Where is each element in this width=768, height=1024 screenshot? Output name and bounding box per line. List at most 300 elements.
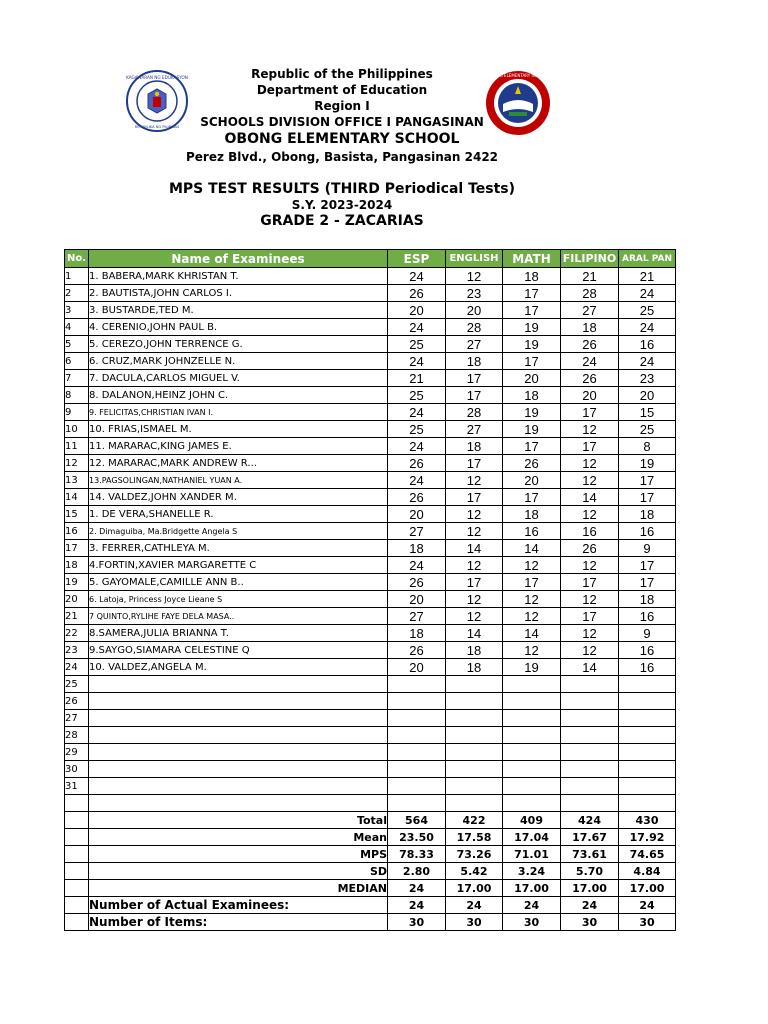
empty-cell bbox=[65, 812, 89, 829]
score-filipino: 12 bbox=[561, 625, 619, 642]
score-aral-pan: 25 bbox=[619, 421, 676, 438]
footer-value-english: 30 bbox=[446, 914, 503, 931]
score-aral-pan: 18 bbox=[619, 506, 676, 523]
score-math: 14 bbox=[503, 540, 561, 557]
examinee-name bbox=[89, 727, 388, 744]
row-number: 26 bbox=[65, 693, 89, 710]
score-english: 20 bbox=[446, 302, 503, 319]
examinee-name: 5. GAYOMALE,CAMILLE ANN B.. bbox=[89, 574, 388, 591]
score-filipino bbox=[561, 710, 619, 727]
score-aral-pan bbox=[619, 693, 676, 710]
report-title: MPS TEST RESULTS (THIRD Periodical Tests) bbox=[168, 181, 516, 197]
score-esp: 24 bbox=[388, 353, 446, 370]
score-esp bbox=[388, 761, 446, 778]
footer-value-esp: 30 bbox=[388, 914, 446, 931]
score-esp: 24 bbox=[388, 404, 446, 421]
row-number: 13 bbox=[65, 472, 89, 489]
table-row bbox=[65, 625, 676, 642]
score-filipino bbox=[561, 676, 619, 693]
score-math bbox=[503, 744, 561, 761]
score-filipino: 28 bbox=[561, 285, 619, 302]
row-number: 28 bbox=[65, 727, 89, 744]
table-header-row bbox=[65, 250, 676, 268]
score-english: 17 bbox=[446, 370, 503, 387]
score-english: 18 bbox=[446, 438, 503, 455]
examinee-name: 6. CRUZ,MARK JOHNZELLE N. bbox=[89, 353, 388, 370]
summary-value-english: 422 bbox=[446, 812, 503, 829]
score-english: 18 bbox=[446, 659, 503, 676]
score-esp: 26 bbox=[388, 642, 446, 659]
table-row bbox=[65, 438, 676, 455]
svg-text:REPUBLIKA NG PILIPINAS: REPUBLIKA NG PILIPINAS bbox=[134, 125, 180, 129]
score-english: 12 bbox=[446, 268, 503, 285]
score-math: 12 bbox=[503, 591, 561, 608]
score-filipino bbox=[561, 761, 619, 778]
footer-value-filipino: 24 bbox=[561, 897, 619, 914]
score-filipino: 24 bbox=[561, 353, 619, 370]
score-filipino: 14 bbox=[561, 659, 619, 676]
table-row bbox=[65, 387, 676, 404]
score-aral-pan: 21 bbox=[619, 268, 676, 285]
row-number: 27 bbox=[65, 710, 89, 727]
score-aral-pan bbox=[619, 676, 676, 693]
score-esp: 27 bbox=[388, 523, 446, 540]
score-english bbox=[446, 676, 503, 693]
score-english: 17 bbox=[446, 387, 503, 404]
summary-value-filipino: 5.70 bbox=[561, 863, 619, 880]
footer-row bbox=[65, 914, 676, 931]
score-aral-pan: 17 bbox=[619, 557, 676, 574]
header-region: Region I bbox=[314, 99, 370, 113]
score-filipino: 26 bbox=[561, 336, 619, 353]
table-row bbox=[65, 693, 676, 710]
score-math: 12 bbox=[503, 608, 561, 625]
footer-value-math: 24 bbox=[503, 897, 561, 914]
examinee-name: 7. DACULA,CARLOS MIGUEL V. bbox=[89, 370, 388, 387]
table-row bbox=[65, 404, 676, 421]
examinee-name: 13.PAGSOLINGAN,NATHANIEL YUAN A. bbox=[89, 472, 388, 489]
empty-cell bbox=[561, 795, 619, 812]
score-math: 19 bbox=[503, 336, 561, 353]
score-filipino: 26 bbox=[561, 540, 619, 557]
footer-label: Number of Actual Examinees: bbox=[89, 897, 388, 914]
score-esp: 20 bbox=[388, 591, 446, 608]
score-aral-pan: 16 bbox=[619, 523, 676, 540]
score-english bbox=[446, 693, 503, 710]
summary-value-math: 409 bbox=[503, 812, 561, 829]
summary-value-filipino: 424 bbox=[561, 812, 619, 829]
table-row bbox=[65, 642, 676, 659]
score-aral-pan: 16 bbox=[619, 642, 676, 659]
score-math: 26 bbox=[503, 455, 561, 472]
score-aral-pan: 18 bbox=[619, 591, 676, 608]
score-aral-pan: 9 bbox=[619, 540, 676, 557]
summary-label: Mean bbox=[89, 829, 388, 846]
table-row bbox=[65, 421, 676, 438]
header-math: MATH bbox=[503, 250, 561, 268]
examinee-name: 10. VALDEZ,ANGELA M. bbox=[89, 659, 388, 676]
score-math: 18 bbox=[503, 268, 561, 285]
row-number: 31 bbox=[65, 778, 89, 795]
score-aral-pan: 24 bbox=[619, 285, 676, 302]
score-english: 12 bbox=[446, 591, 503, 608]
examinee-name bbox=[89, 778, 388, 795]
examinee-name: 9. FELICITAS,CHRISTIAN IVAN I. bbox=[89, 404, 388, 421]
score-filipino: 26 bbox=[561, 370, 619, 387]
score-math bbox=[503, 676, 561, 693]
row-number: 22 bbox=[65, 625, 89, 642]
row-number: 20 bbox=[65, 591, 89, 608]
header-name: Name of Examinees bbox=[89, 250, 388, 268]
table-row bbox=[65, 591, 676, 608]
score-esp bbox=[388, 744, 446, 761]
score-filipino: 17 bbox=[561, 574, 619, 591]
score-esp bbox=[388, 676, 446, 693]
row-number: 12 bbox=[65, 455, 89, 472]
score-esp bbox=[388, 710, 446, 727]
school-address: Perez Blvd., Obong, Basista, Pangasinan 2422 bbox=[185, 150, 499, 164]
score-filipino: 12 bbox=[561, 642, 619, 659]
score-filipino: 14 bbox=[561, 489, 619, 506]
summary-label: SD bbox=[89, 863, 388, 880]
footer-row bbox=[65, 897, 676, 914]
score-english: 23 bbox=[446, 285, 503, 302]
score-aral-pan: 25 bbox=[619, 302, 676, 319]
header-filipino: FILIPINO bbox=[561, 250, 619, 268]
summary-value-esp: 2.80 bbox=[388, 863, 446, 880]
score-english bbox=[446, 710, 503, 727]
score-esp: 24 bbox=[388, 472, 446, 489]
summary-value-filipino: 17.00 bbox=[561, 880, 619, 897]
score-math bbox=[503, 761, 561, 778]
examinee-name bbox=[89, 710, 388, 727]
score-aral-pan: 16 bbox=[619, 659, 676, 676]
empty-cell bbox=[65, 897, 89, 914]
score-english: 12 bbox=[446, 472, 503, 489]
score-english: 27 bbox=[446, 336, 503, 353]
school-year: S.Y. 2023-2024 bbox=[291, 198, 393, 212]
row-number: 2 bbox=[65, 285, 89, 302]
score-filipino bbox=[561, 693, 619, 710]
score-esp: 26 bbox=[388, 489, 446, 506]
summary-value-english: 17.58 bbox=[446, 829, 503, 846]
score-english: 12 bbox=[446, 506, 503, 523]
score-esp: 18 bbox=[388, 540, 446, 557]
score-aral-pan: 15 bbox=[619, 404, 676, 421]
score-english: 28 bbox=[446, 404, 503, 421]
score-filipino: 17 bbox=[561, 608, 619, 625]
header-republic: Republic of the Philippines bbox=[251, 67, 433, 81]
row-number: 3 bbox=[65, 302, 89, 319]
score-math: 14 bbox=[503, 625, 561, 642]
spacer-row bbox=[65, 795, 676, 812]
examinee-name: 6. Latoja, Princess Joyce Lieane S bbox=[89, 591, 388, 608]
score-esp: 25 bbox=[388, 387, 446, 404]
score-math: 19 bbox=[503, 421, 561, 438]
summary-value-english: 73.26 bbox=[446, 846, 503, 863]
row-number: 7 bbox=[65, 370, 89, 387]
summary-label: Total bbox=[89, 812, 388, 829]
table-row bbox=[65, 455, 676, 472]
footer-value-english: 24 bbox=[446, 897, 503, 914]
score-math: 17 bbox=[503, 285, 561, 302]
header-no: No. bbox=[65, 250, 89, 268]
score-filipino: 12 bbox=[561, 557, 619, 574]
table-row bbox=[65, 472, 676, 489]
row-number: 21 bbox=[65, 608, 89, 625]
score-esp: 25 bbox=[388, 421, 446, 438]
score-math: 12 bbox=[503, 642, 561, 659]
score-aral-pan: 19 bbox=[619, 455, 676, 472]
score-math: 19 bbox=[503, 319, 561, 336]
row-number: 11 bbox=[65, 438, 89, 455]
score-esp: 27 bbox=[388, 608, 446, 625]
score-aral-pan: 17 bbox=[619, 574, 676, 591]
results-table bbox=[64, 249, 676, 931]
table-row bbox=[65, 744, 676, 761]
examinee-name: 5. CEREZO,JOHN TERRENCE G. bbox=[89, 336, 388, 353]
row-number: 4 bbox=[65, 319, 89, 336]
examinee-name: 4.FORTIN,XAVIER MARGARETTE C bbox=[89, 557, 388, 574]
score-aral-pan bbox=[619, 744, 676, 761]
examinee-name: 9.SAYGO,SIAMARA CELESTINE Q bbox=[89, 642, 388, 659]
row-number: 25 bbox=[65, 676, 89, 693]
footer-value-math: 30 bbox=[503, 914, 561, 931]
row-number: 15 bbox=[65, 506, 89, 523]
row-number: 1 bbox=[65, 268, 89, 285]
score-esp: 24 bbox=[388, 268, 446, 285]
examinee-name: 4. CERENIO,JOHN PAUL B. bbox=[89, 319, 388, 336]
table-row bbox=[65, 506, 676, 523]
table-row bbox=[65, 523, 676, 540]
summary-row bbox=[65, 812, 676, 829]
summary-label: MPS bbox=[89, 846, 388, 863]
row-number: 16 bbox=[65, 523, 89, 540]
empty-cell bbox=[619, 795, 676, 812]
score-aral-pan: 20 bbox=[619, 387, 676, 404]
svg-text:KAGAWARAN NG EDUKASYON: KAGAWARAN NG EDUKASYON bbox=[126, 75, 188, 80]
svg-text:OBONG ELEMENTARY SCHOOL: OBONG ELEMENTARY SCHOOL bbox=[487, 73, 549, 78]
score-math: 12 bbox=[503, 557, 561, 574]
summary-label: MEDIAN bbox=[89, 880, 388, 897]
header-esp: ESP bbox=[388, 250, 446, 268]
table-row bbox=[65, 710, 676, 727]
table-row bbox=[65, 727, 676, 744]
summary-row bbox=[65, 880, 676, 897]
row-number: 18 bbox=[65, 557, 89, 574]
score-english bbox=[446, 778, 503, 795]
score-math: 19 bbox=[503, 404, 561, 421]
score-filipino bbox=[561, 744, 619, 761]
score-english: 17 bbox=[446, 574, 503, 591]
score-esp: 21 bbox=[388, 370, 446, 387]
score-esp: 26 bbox=[388, 285, 446, 302]
score-aral-pan: 23 bbox=[619, 370, 676, 387]
score-math: 17 bbox=[503, 353, 561, 370]
score-english: 14 bbox=[446, 540, 503, 557]
row-number: 9 bbox=[65, 404, 89, 421]
examinee-name: 8.SAMERA,JULIA BRIANNA T. bbox=[89, 625, 388, 642]
summary-row bbox=[65, 829, 676, 846]
examinee-name: 7 QUINTO,RYLIHE FAYE DELA MASA.. bbox=[89, 608, 388, 625]
empty-cell bbox=[65, 829, 89, 846]
score-math: 20 bbox=[503, 370, 561, 387]
score-esp: 26 bbox=[388, 455, 446, 472]
examinee-name bbox=[89, 761, 388, 778]
score-english: 17 bbox=[446, 489, 503, 506]
score-english: 12 bbox=[446, 557, 503, 574]
examinee-name bbox=[89, 744, 388, 761]
summary-value-esp: 78.33 bbox=[388, 846, 446, 863]
score-esp: 24 bbox=[388, 319, 446, 336]
empty-cell bbox=[446, 795, 503, 812]
summary-value-math: 17.04 bbox=[503, 829, 561, 846]
score-math bbox=[503, 710, 561, 727]
score-english: 14 bbox=[446, 625, 503, 642]
score-math: 17 bbox=[503, 438, 561, 455]
row-number: 29 bbox=[65, 744, 89, 761]
summary-value-esp: 564 bbox=[388, 812, 446, 829]
score-filipino: 16 bbox=[561, 523, 619, 540]
score-aral-pan: 17 bbox=[619, 472, 676, 489]
score-filipino: 12 bbox=[561, 455, 619, 472]
score-aral-pan bbox=[619, 727, 676, 744]
score-filipino: 12 bbox=[561, 421, 619, 438]
header-english: ENGLISH bbox=[446, 250, 503, 268]
empty-cell bbox=[503, 795, 561, 812]
score-filipino: 12 bbox=[561, 472, 619, 489]
table-row bbox=[65, 761, 676, 778]
summary-value-math: 71.01 bbox=[503, 846, 561, 863]
score-math: 19 bbox=[503, 659, 561, 676]
footer-value-filipino: 30 bbox=[561, 914, 619, 931]
score-filipino: 17 bbox=[561, 404, 619, 421]
summary-value-english: 17.00 bbox=[446, 880, 503, 897]
examinee-name: 10. FRIAS,ISMAEL M. bbox=[89, 421, 388, 438]
score-filipino: 18 bbox=[561, 319, 619, 336]
table-row bbox=[65, 268, 676, 285]
row-number: 6 bbox=[65, 353, 89, 370]
header-division: SCHOOLS DIVISION OFFICE I PANGASINAN bbox=[200, 115, 484, 129]
score-math: 17 bbox=[503, 302, 561, 319]
score-math bbox=[503, 778, 561, 795]
score-math: 18 bbox=[503, 387, 561, 404]
summary-value-math: 17.00 bbox=[503, 880, 561, 897]
empty-cell bbox=[89, 795, 388, 812]
score-filipino: 12 bbox=[561, 506, 619, 523]
examinee-name: 1. BABERA,MARK KHRISTAN T. bbox=[89, 268, 388, 285]
score-math: 16 bbox=[503, 523, 561, 540]
score-math bbox=[503, 727, 561, 744]
header-aral-pan: ARAL PAN bbox=[619, 250, 676, 268]
score-filipino: 21 bbox=[561, 268, 619, 285]
score-aral-pan: 16 bbox=[619, 336, 676, 353]
score-filipino bbox=[561, 727, 619, 744]
score-esp: 20 bbox=[388, 302, 446, 319]
empty-cell bbox=[65, 795, 89, 812]
score-esp bbox=[388, 693, 446, 710]
examinee-name bbox=[89, 693, 388, 710]
score-esp: 18 bbox=[388, 625, 446, 642]
header-department: Department of Education bbox=[256, 83, 428, 97]
summary-value-filipino: 73.61 bbox=[561, 846, 619, 863]
summary-value-aral: 430 bbox=[619, 812, 676, 829]
table-row bbox=[65, 302, 676, 319]
summary-row bbox=[65, 863, 676, 880]
row-number: 23 bbox=[65, 642, 89, 659]
score-english bbox=[446, 727, 503, 744]
examinee-name: 3. FERRER,CATHLEYA M. bbox=[89, 540, 388, 557]
score-esp bbox=[388, 727, 446, 744]
score-aral-pan: 8 bbox=[619, 438, 676, 455]
score-filipino: 20 bbox=[561, 387, 619, 404]
footer-label: Number of Items: bbox=[89, 914, 388, 931]
score-esp: 26 bbox=[388, 574, 446, 591]
score-filipino bbox=[561, 778, 619, 795]
table-row bbox=[65, 319, 676, 336]
empty-cell bbox=[388, 795, 446, 812]
table-row bbox=[65, 676, 676, 693]
summary-value-esp: 23.50 bbox=[388, 829, 446, 846]
summary-value-math: 3.24 bbox=[503, 863, 561, 880]
summary-value-filipino: 17.67 bbox=[561, 829, 619, 846]
row-number: 8 bbox=[65, 387, 89, 404]
score-math: 20 bbox=[503, 472, 561, 489]
score-esp: 24 bbox=[388, 557, 446, 574]
summary-value-aral: 17.00 bbox=[619, 880, 676, 897]
row-number: 14 bbox=[65, 489, 89, 506]
score-aral-pan: 16 bbox=[619, 608, 676, 625]
score-esp: 24 bbox=[388, 438, 446, 455]
score-esp: 20 bbox=[388, 506, 446, 523]
score-math: 17 bbox=[503, 574, 561, 591]
empty-cell bbox=[65, 863, 89, 880]
footer-value-esp: 24 bbox=[388, 897, 446, 914]
examinee-name: 1. DE VERA,SHANELLE R. bbox=[89, 506, 388, 523]
score-english bbox=[446, 761, 503, 778]
summary-value-english: 5.42 bbox=[446, 863, 503, 880]
footer-value-aral: 30 bbox=[619, 914, 676, 931]
table-row bbox=[65, 659, 676, 676]
score-english: 28 bbox=[446, 319, 503, 336]
score-english: 18 bbox=[446, 642, 503, 659]
examinee-name: 8. DALANON,HEINZ JOHN C. bbox=[89, 387, 388, 404]
examinee-name bbox=[89, 676, 388, 693]
score-esp: 25 bbox=[388, 336, 446, 353]
score-english: 17 bbox=[446, 455, 503, 472]
score-aral-pan bbox=[619, 710, 676, 727]
score-math: 18 bbox=[503, 506, 561, 523]
score-english: 27 bbox=[446, 421, 503, 438]
empty-cell bbox=[65, 846, 89, 863]
score-math bbox=[503, 693, 561, 710]
score-aral-pan: 24 bbox=[619, 353, 676, 370]
summary-row bbox=[65, 846, 676, 863]
row-number: 19 bbox=[65, 574, 89, 591]
table-row bbox=[65, 353, 676, 370]
summary-value-aral: 17.92 bbox=[619, 829, 676, 846]
table-row bbox=[65, 540, 676, 557]
examinee-name: 3. BUSTARDE,TED M. bbox=[89, 302, 388, 319]
empty-cell bbox=[65, 880, 89, 897]
table-row bbox=[65, 489, 676, 506]
table-row bbox=[65, 557, 676, 574]
row-number: 10 bbox=[65, 421, 89, 438]
footer-value-aral: 24 bbox=[619, 897, 676, 914]
score-english: 12 bbox=[446, 523, 503, 540]
score-filipino: 17 bbox=[561, 438, 619, 455]
row-number: 17 bbox=[65, 540, 89, 557]
